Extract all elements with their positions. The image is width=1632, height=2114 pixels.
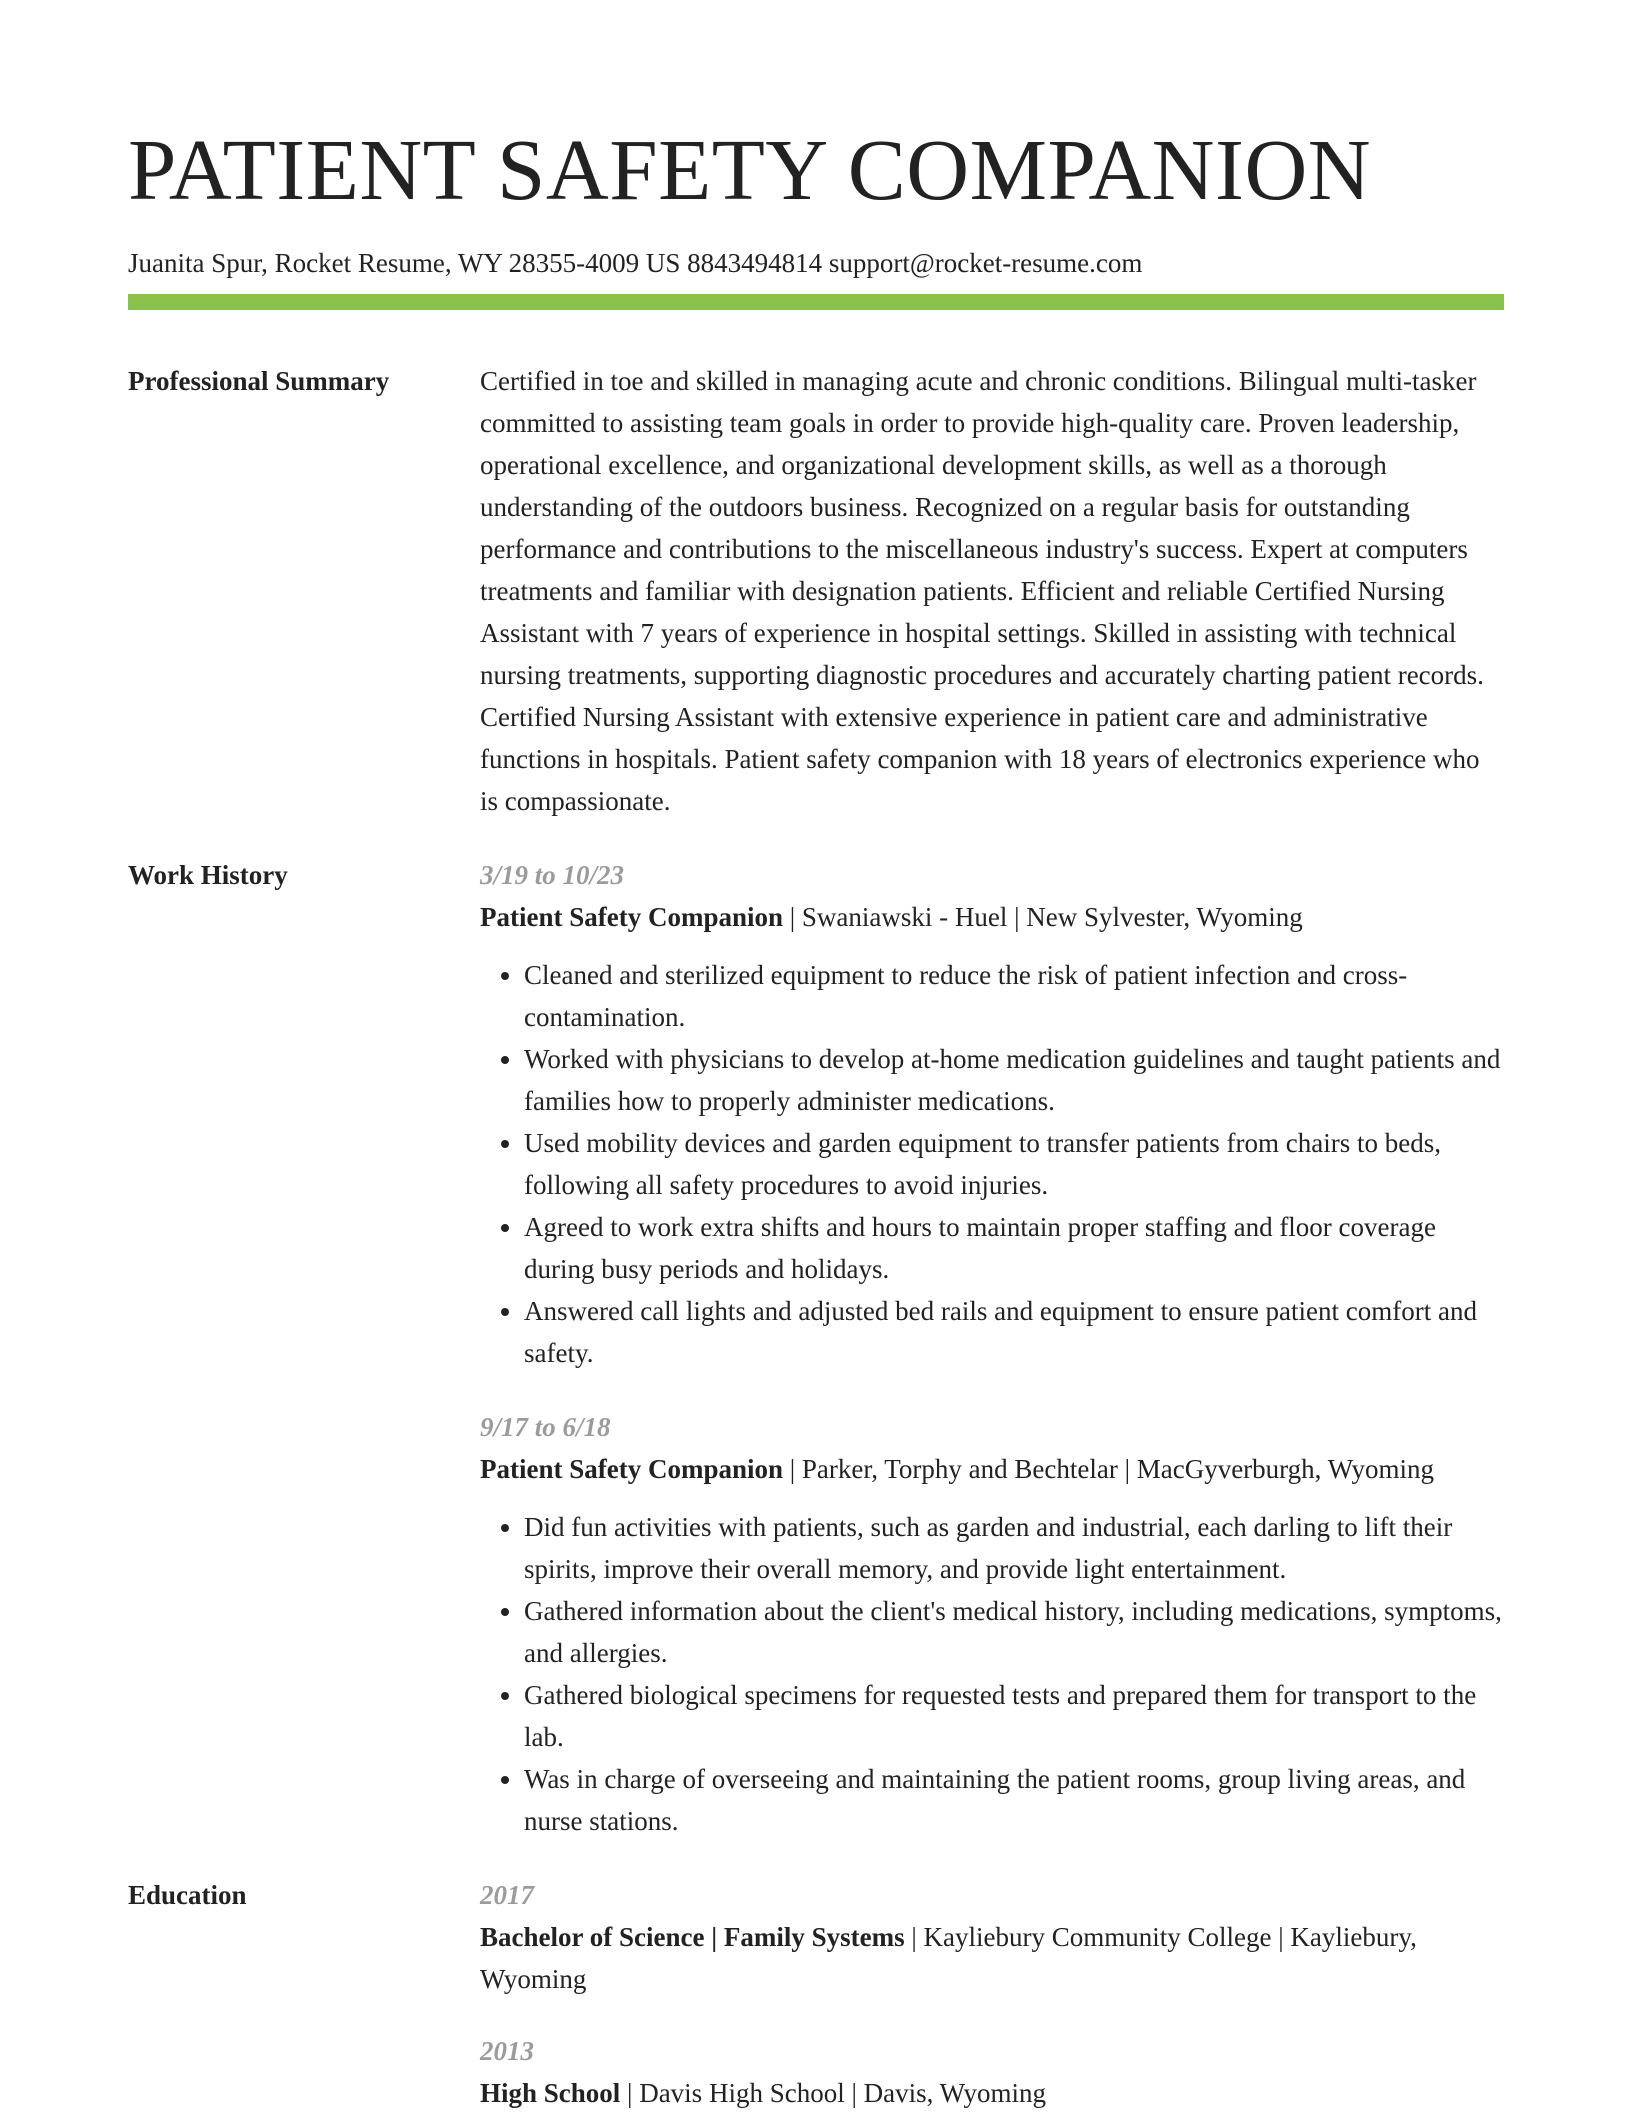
job-dates: 9/17 to 6/18	[480, 1412, 611, 1442]
education-degree-line	[480, 2072, 1504, 2114]
job-bullet-list	[480, 954, 1504, 1374]
job-bullet: • Cleaned and sterilized equipment to reduce the risk of patient infection and cross-contamination.	[524, 954, 1504, 1038]
job-bullet: • Gathered information about the client's medical history, including medications, symptoms, and allergies.	[524, 1590, 1504, 1674]
job-dates: 3/19 to 10/23	[480, 860, 625, 890]
education-section	[128, 1874, 1504, 2114]
education-degree-line	[480, 1916, 1504, 2000]
accent-divider	[128, 294, 1504, 310]
job-title: Patient Safety Companion	[480, 1454, 783, 1484]
job-entry	[480, 1406, 1504, 1842]
job-bullet: • Was in charge of overseeing and maintaining the patient rooms, group living areas, and nurse stations.	[524, 1758, 1504, 1842]
job-entry	[480, 854, 1504, 1374]
education-year: 2017	[480, 1880, 534, 1910]
education-label: Education	[128, 1880, 247, 1910]
education-school-location: | Davis High School | Davis, Wyoming	[620, 2078, 1046, 2108]
education-school-location: | Kayliebury Community College | Kayliebury, Wyoming	[480, 1922, 1417, 1994]
summary-section	[128, 360, 1504, 822]
job-bullet-list	[480, 1506, 1504, 1842]
summary-label: Professional Summary	[128, 366, 390, 396]
summary-body	[480, 360, 1504, 822]
work-history-section	[128, 854, 1504, 1842]
job-bullet: • Agreed to work extra shifts and hours to maintain proper staffing and floor coverage during busy periods and holidays.	[524, 1206, 1504, 1290]
job-bullet: • Answered call lights and adjusted bed rails and equipment to ensure patient comfort and safety.	[524, 1290, 1504, 1374]
job-title: Patient Safety Companion	[480, 902, 783, 932]
resume-name-heading: PATIENT SAFETY COMPANION	[128, 121, 1372, 218]
education-year: 2013	[480, 2036, 534, 2066]
summary-text: Certified in toe and skilled in managing acute and chronic conditions. Bilingual multi-tasker committed to assisting team goals in order to provide high-quality care. Proven leadership, operational excellence, and organizational development skills, as well as a thorough understanding of the outdoors business. Recognized on a regular basis for outstanding performance and contributions to the miscellaneous industry's success. Expert at computers treatments and familiar with designation patients. Efficient and reliable Certified Nursing Assistant with 7 years of experience in hospital settings. Skilled in assisting with technical nursing treatments, supporting diagnostic procedures and accurately charting patient records. Certified Nursing Assistant with extensive experience in patient care and administrative functions in hospitals. Patient safety companion with 18 years of electronics experience who is compassionate.	[480, 366, 1484, 816]
job-bullet: • Worked with physicians to develop at-home medication guidelines and taught patients and families how to properly administer medications.	[524, 1038, 1504, 1122]
job-bullet: • Gathered biological specimens for requested tests and prepared them for transport to the lab.	[524, 1674, 1504, 1758]
work-history-label: Work History	[128, 860, 288, 890]
job-bullet: • Did fun activities with patients, such as garden and industrial, each darling to lift their spirits, improve their overall memory, and provide light entertainment.	[524, 1506, 1504, 1590]
education-degree: Bachelor of Science | Family Systems	[480, 1922, 905, 1952]
contact-line: Juanita Spur, Rocket Resume, WY 28355-4009 US 8843494814 support@rocket-resume.com	[128, 248, 1143, 278]
education-entry	[480, 1874, 1504, 2000]
resume-page	[128, 0, 1504, 2114]
job-title-line	[480, 1448, 1504, 1490]
education-body	[480, 1874, 1504, 2114]
job-bullet: • Used mobility devices and garden equipment to transfer patients from chairs to beds, following all safety procedures to avoid injuries.	[524, 1122, 1504, 1206]
education-degree: High School	[480, 2078, 621, 2108]
job-employer-location: | Swaniawski - Huel | New Sylvester, Wyoming	[783, 902, 1303, 932]
job-employer-location: | Parker, Torphy and Bechtelar | MacGyverburgh, Wyoming	[783, 1454, 1435, 1484]
job-title-line	[480, 896, 1504, 938]
work-history-body	[480, 854, 1504, 1842]
education-entry	[480, 2030, 1504, 2114]
